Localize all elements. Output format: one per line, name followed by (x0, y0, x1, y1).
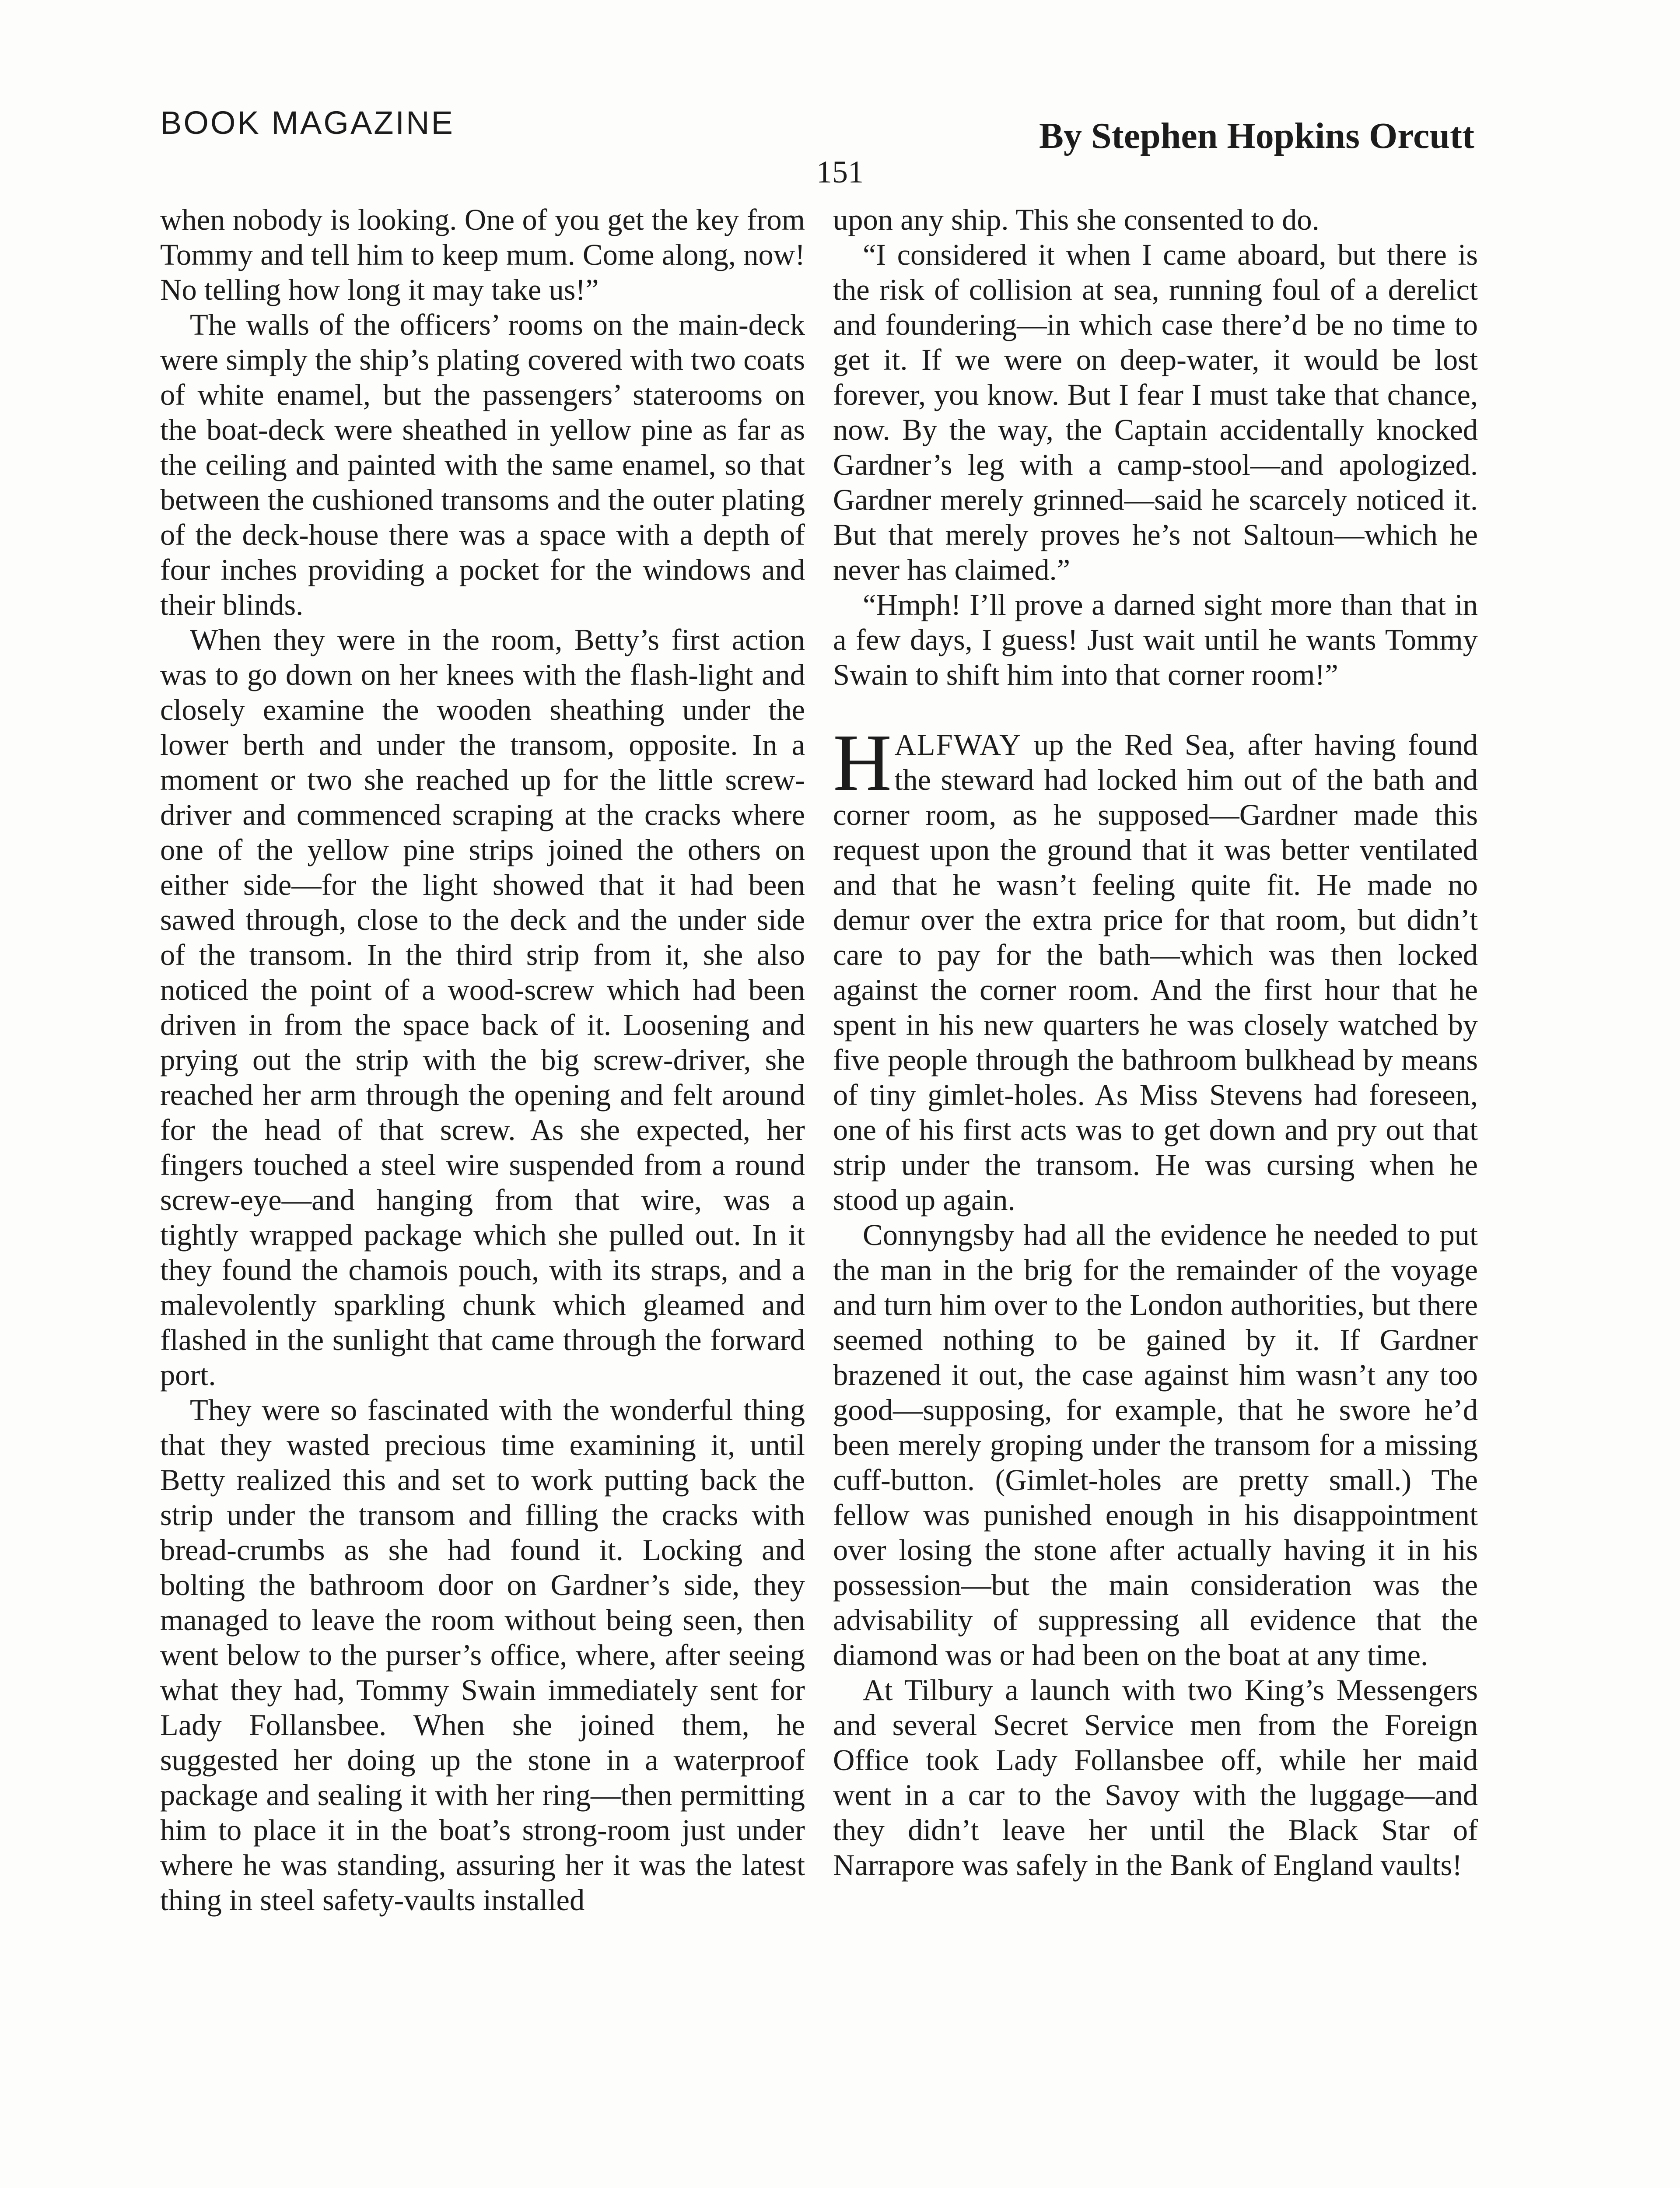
paragraph: upon any ship. This she consented to do. (833, 203, 1320, 236)
section-opening-text: up the Red Sea, after having found the steward had locked him out of the bath and corner room, as he supposed—Gardner made this request upon the ground that it was better ventilated and that he wasn’t feeling quite fit. He made no demur over the extra price for that room, but didn’t care to pay for the bath—which was then locked against the corner room. And the first hour that he spent in his new quarters he was closely watched by five people through the bathroom bulkhead by means of tiny gimlet-holes. As Miss Stevens had foreseen, one of his first acts was to get down and pry out that strip under the transom. He was cursing when he stood up again. (833, 728, 1478, 1217)
right-text-column (833, 202, 1478, 1883)
magazine-title: BOOK MAGAZINE (160, 105, 455, 141)
section-opening-paragraph (833, 718, 1478, 1217)
paragraph: when nobody is looking. One of you get the key from Tommy and tell him to keep mum. Come along, now! No telling how long it may take us!” (160, 203, 805, 306)
paragraph: The walls of the officers’ rooms on the main-deck were simply the ship’s plating covered with two coats of white enamel, but the passengers’ staterooms on the boat-deck were sheathed in yellow pine as far as the ceiling and painted with the same enamel, so that between the cushioned transoms and the outer plating of the deck-house there was a space with a depth of four inches providing a pocket for the windows and their blinds. (160, 308, 805, 621)
drop-cap: H (833, 718, 892, 808)
paragraph: They were so fascinated with the wonderful thing that they wasted precious time examining it, until Betty realized this and set to work putting back the strip under the transom and filling the cracks with bread-crumbs as she had found it. Locking and bolting the bathroom door on Gardner’s side, they managed to leave the room without being seen, then went below to the purser’s office, where, after seeing what they had, Tommy Swain immediately sent for Lady Follansbee. When she joined them, he suggested her doing up the stone in a waterproof package and sealing it with her ring—then permitting him to place it in the boat’s strong-room just under where he was standing, assuring her it was the latest thing in steel safety-vaults installed (160, 1393, 805, 1917)
paragraph: Connyngsby had all the evidence he needed to put the man in the brig for the remainder of the voyage and turn him over to the London authorities, but there seemed nothing to be gained by it. If Gardner brazened it out, the case against him wasn’t any too good—supposing, for example, that he swore he’d been merely groping under the transom for a missing cuff-button. (Gimlet-holes are pretty small.) The fellow was punished enough in his disappointment over losing the stone after actually having it in his possession—but the main consideration was the advisability of suppressing all evidence that the diamond was or had been on the boat at any time. (833, 1218, 1478, 1672)
paragraph: “Hmph! I’ll prove a darned sight more than that in a few days, I guess! Just wait until he wants Tommy Swain to shift him into that corner room!” (833, 588, 1478, 691)
paragraph: When they were in the room, Betty’s first action was to go down on her knees with the flash-light and closely examine the wooden sheathing under the lower berth and under the transom, opposite. In a moment or two she reached up for the little screw-driver and commenced scraping at the cracks where one of the yellow pine strips joined the others on either side—for the light showed that it had been sawed through, close to the deck and the under side of the transom. In the third strip from it, she also noticed the point of a wood-screw which had been driven in from the space back of it. Loosening and prying out the strip with the big screw-driver, she reached her arm through the opening and felt around for the head of that screw. As she expected, her fingers touched a steel wire suspended from a round screw-eye—and hanging from that wire, was a tightly wrapped package which she pulled out. In it they found the chamois pouch, with its straps, and a malevolently sparkling chunk which gleamed and flashed in the sunlight that came through the forward port. (160, 623, 805, 1392)
page-number: 151 (816, 154, 864, 189)
section-first-word: ALFWAY (894, 728, 1022, 761)
paragraph: At Tilbury a launch with two King’s Messengers and several Secret Service men from the Foreign Office took Lady Follansbee off, while her maid went in a car to the Savoy with the luggage—and they didn’t leave her until the Black Star of Narrapore was safely in the Bank of England vaults! (833, 1673, 1478, 1882)
author-byline: By Stephen Hopkins Orcutt (1039, 116, 1474, 156)
paragraph: “I considered it when I came aboard, but there is the risk of collision at sea, running foul of a derelict and foundering—in which case there’d be no time to get it. If we were on deep-water, it would be lost forever, you know. But I fear I must take that chance, now. By the way, the Captain accidentally knocked Gardner’s leg with a camp-stool—and apologized. Gardner merely grinned—said he scarcely noticed it. But that merely proves he’s not Saltoun—which he never has claimed.” (833, 238, 1478, 586)
left-text-column (160, 202, 805, 1918)
